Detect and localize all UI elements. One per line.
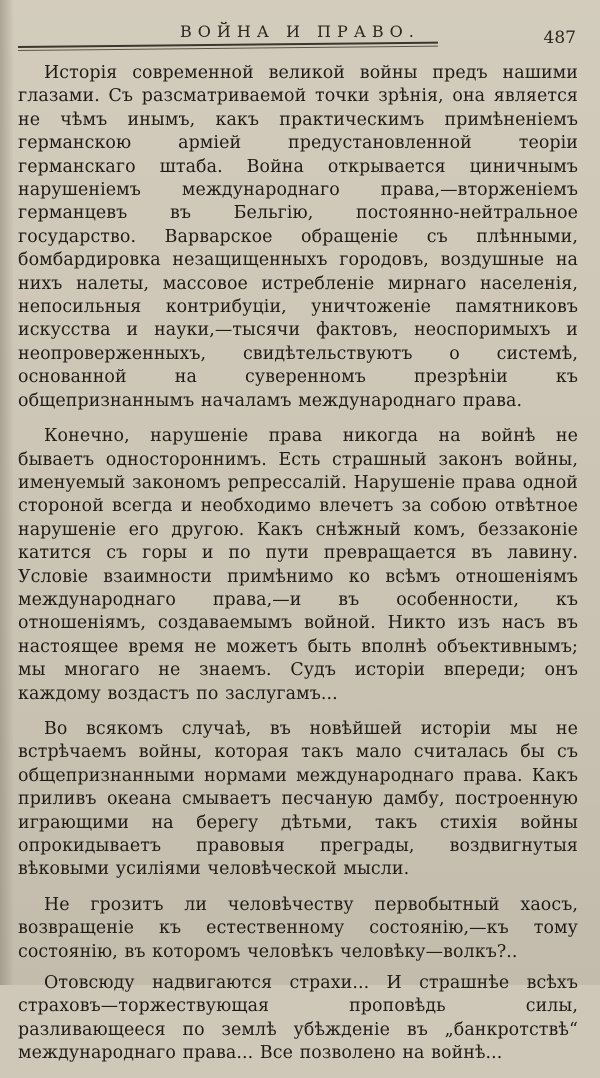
- page-header: [10, 14, 590, 54]
- paragraph-4: Не грозитъ ли человѣчеству первобытный хаосъ, возвращеніе къ естественному состоянію,—къ тому состоянію, въ которомъ человѣкъ человѣку—волкъ?..: [18, 894, 578, 962]
- paragraph-3: Во всякомъ случаѣ, въ новѣйшей исторіи мы не встрѣчаемъ войны, которая такъ мало считалась бы съ общепризнанными нормами международнаго права. Какъ приливъ океана смываетъ песчаную дамбу, построенную играющими на берегу дѣтьми, такъ стихія войны опрокидываетъ правовыя преграды, воздвигнутыя вѣковыми усиліями человѣческой мысли.: [18, 718, 578, 880]
- page-number: 487: [543, 28, 576, 48]
- running-title: ВОЙНА И ПРАВО.: [180, 22, 420, 41]
- paragraph-2: Конечно, нарушеніе права никогда на войнѣ не бываетъ одностороннимъ. Есть страшный законъ войны, именуемый закономъ репрессалій. Нарушеніе права одной стороной всегда и необходимо влечетъ за собою отвѣтное нарушеніе его другою. Какъ снѣжный комъ, беззаконіе катится съ горы и по пути превращается въ лавину. Условіе взаимности примѣнимо ко всѣмъ отношеніямъ международнаго права,—и въ особенности, къ отношеніямъ, создаваемымъ войной. Никто изъ насъ въ настоящее время не можетъ быть вполнѣ объективнымъ; мы многаго не знаемъ. Судъ исторіи впереди; онъ каждому воздастъ по заслугамъ...: [18, 426, 578, 704]
- paragraph-5: Отовсюду надвигаются страхи... И страшнѣе всѣхъ страховъ—торжествующая проповѣдь силы, разливающееся по землѣ убѣжденіе въ „банкротствѣ“ международнаго права... Все позволено на войнѣ...: [18, 973, 578, 1064]
- text-body: [18, 62, 578, 1078]
- paragraph-1: Исторія современной великой войны предъ нашими глазами. Съ разсматриваемой точки зрѣнія, она является не чѣмъ инымъ, какъ практическимъ примѣненіемъ германскою арміей предустановленной теоріи германскаго штаба. Война открывается циничнымъ нарушеніемъ международнаго права,—вторженіемъ германцевъ въ Бельгію, постоянно-нейтральное государство. Варварское обращеніе съ плѣнными, бомбардировка незащищенныхъ городовъ, воздушные на нихъ налеты, массовое истребленіе мирнаго населенія, непосильныя контрибуціи, уничтоженіе памятниковъ искусства и науки,—тысячи фактовъ, неоспоримыхъ и неопроверженныхъ, свидѣтельствуютъ о системѣ, основанной на суверенномъ презрѣніи къ общепризнаннымъ началамъ международнаго права.: [18, 63, 578, 411]
